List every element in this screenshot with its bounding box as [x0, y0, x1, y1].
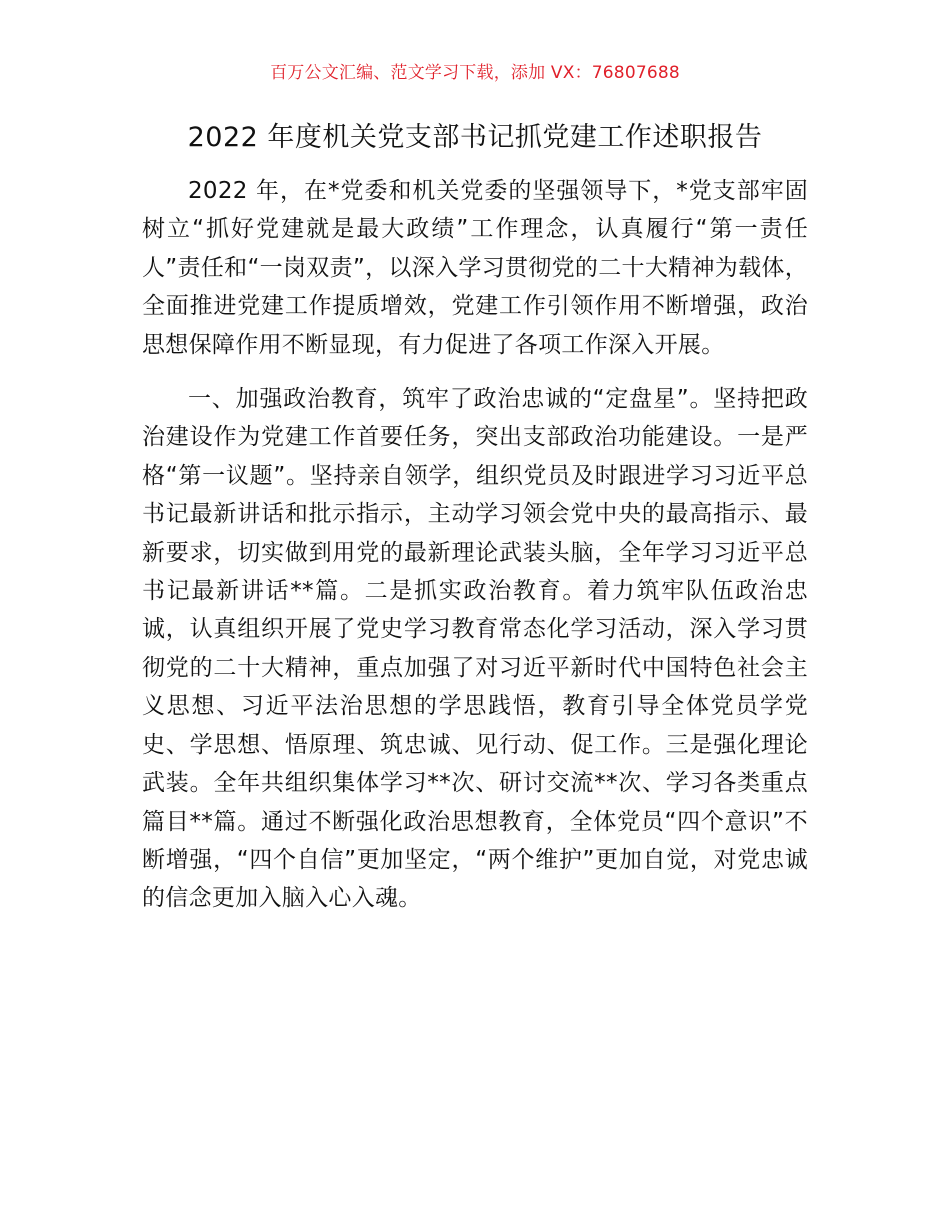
- document-body: [142, 172, 808, 918]
- header-download-note: 百万公文汇编、范文学习下载，添加 VX：76807688: [270, 63, 680, 83]
- paragraph-intro: 2022 年，在*党委和机关党委的坚强领导下，*党支部牢固树立“抓好党建就是最大政绩”工作理念，认真履行“第一责任人”责任和“一岗双责”，以深入学习贯彻党的二十大精神为载体，全面推进党建工作提质增效，党建工作引领作用不断增强，政治思想保障作用不断显现，有力促进了各项工作深入开展。: [142, 178, 808, 358]
- paragraph-section-1: 一、加强政治教育，筑牢了政治忠诚的“定盘星”。坚持把政治建设作为党建工作首要任务，突出支部政治功能建设。一是严格“第一议题”。坚持亲自领学，组织党员及时跟进学习习近平总书记最新讲话和批示指示，主动学习领会党中央的最高指示、最新要求，切实做到用党的最新理论武装头脑，全年学习习近平总书记最新讲话**篇。二是抓实政治教育。着力筑牢队伍政治忠诚，认真组织开展了党史学习教育常态化学习活动，深入学习贯彻党的二十大精神，重点加强了对习近平新时代中国特色社会主义思想、习近平法治思想的学思践悟，教育引导全体党员学党史、学思想、悟原理、筑忠诚、见行动、促工作。三是强化理论武装。全年共组织集体学习**次、研讨交流**次、学习各类重点篇目**篇。通过不断强化政治思想教育，全体党员“四个意识”不断增强，“四个自信”更加坚定，“两个维护”更加自觉，对党忠诚的信念更加入脑入心入魂。: [142, 386, 808, 912]
- document-title: 2022 年度机关党支部书记抓党建工作述职报告: [187, 122, 763, 153]
